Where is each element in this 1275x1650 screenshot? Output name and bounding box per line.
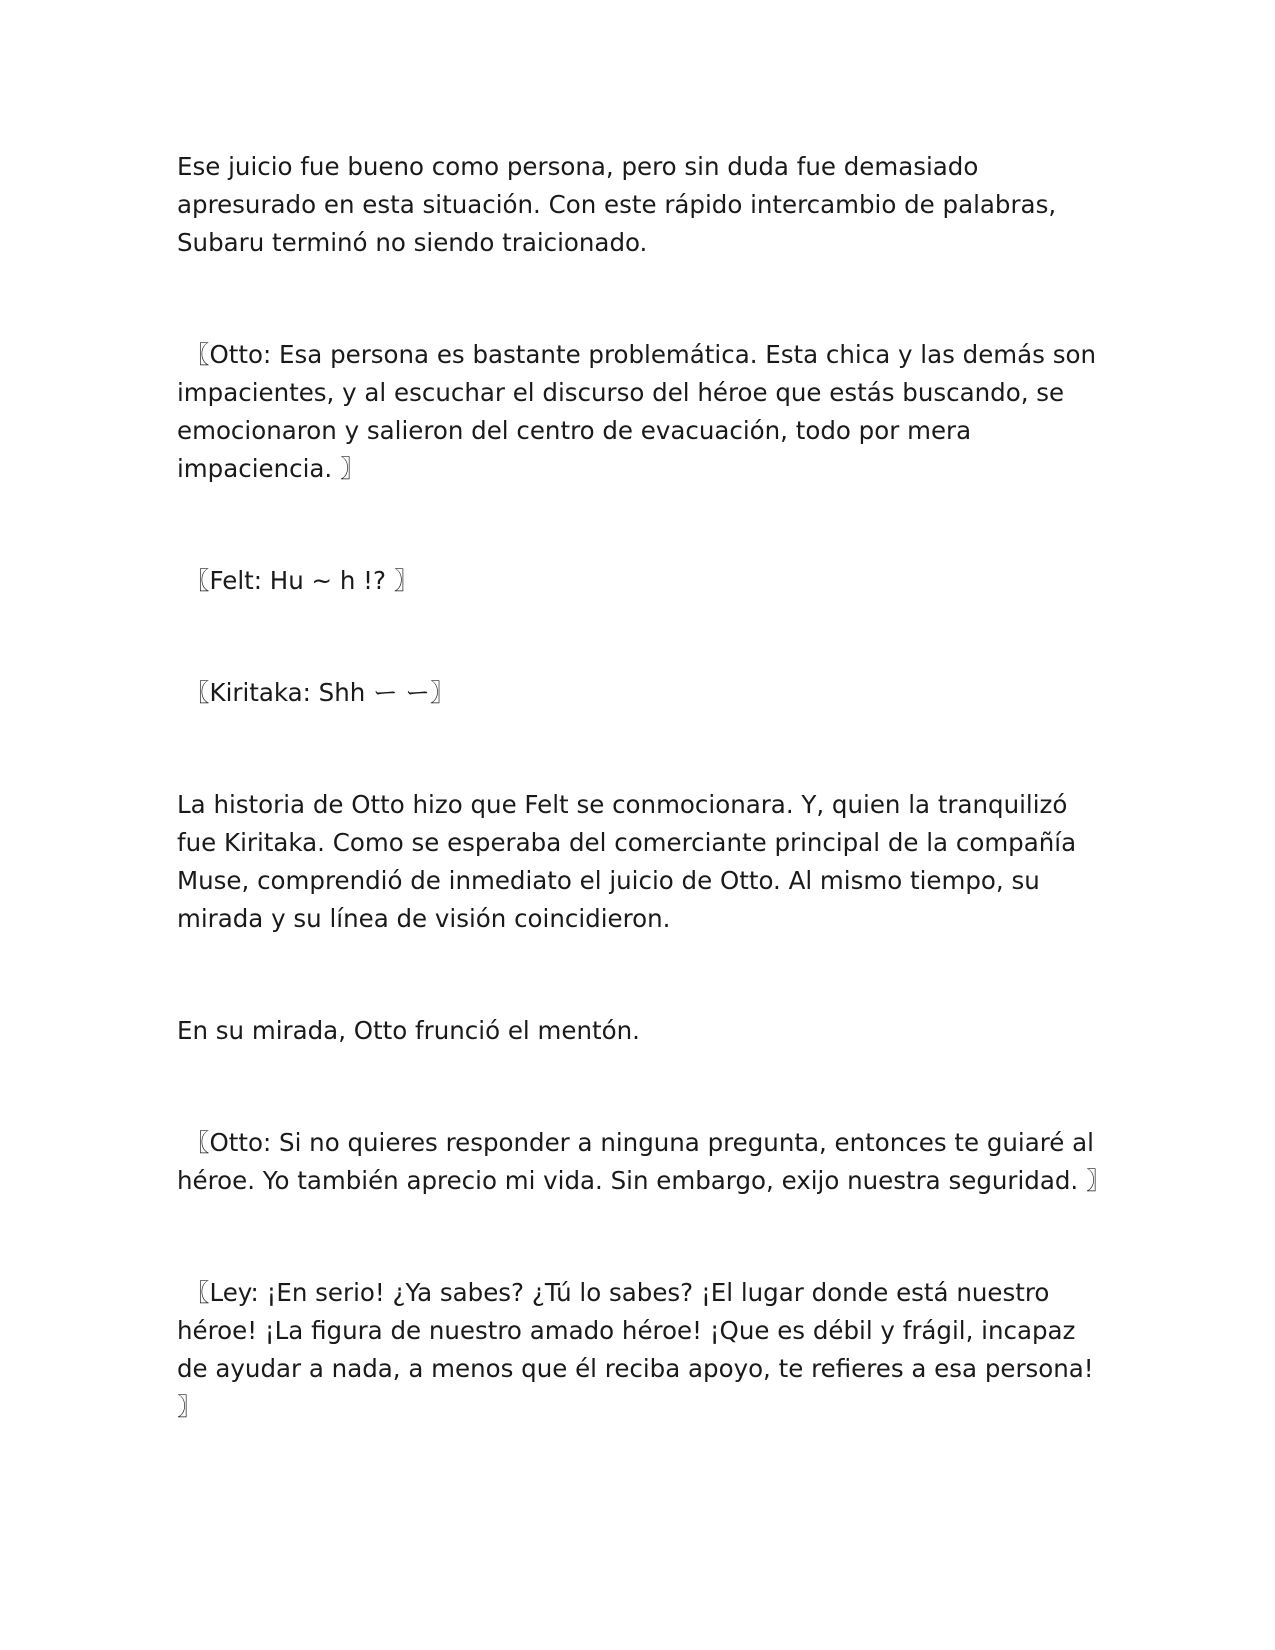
dialogue-felt: 〖Felt: Hu ~ h !? 〗: [185, 566, 419, 595]
narration-paragraph: En su mirada, Otto frunció el mentón.: [177, 1016, 640, 1045]
dialogue-kiritaka: 〖Kiritaka: Shh ー ー〗: [185, 678, 455, 707]
narration-paragraph: Ese juicio fue bueno como persona, pero sin duda fue demasiado apresurado en esta situación. Con este rápido intercambio de palabras, Subaru terminó no siendo traicionado.: [177, 152, 1057, 257]
document-body: [177, 148, 1111, 1426]
narration-paragraph: La historia de Otto hizo que Felt se conmocionara. Y, quien la tranquilizó fue Kiritaka. Como se esperaba del comerciante principal de la compañía Muse, comprendió de inmediato el juicio de Otto. Al mismo tiempo, su mirada y su línea de visión coincidieron.: [177, 790, 1077, 933]
dialogue-otto: 〖Otto: Esa persona es bastante problemática. Esta chica y las demás son impacientes, y al escuchar el discurso del héroe que estás buscando, se emocionaron y salieron del centro de evacuación, todo por mera impaciencia. 〗: [177, 340, 1097, 483]
dialogue-ley: 〖Ley: ¡En serio! ¿Ya sabes? ¿Tú lo sabes? ¡El lugar donde está nuestro héroe! ¡La figura de nuestro amado héroe! ¡Que es débil y frágil, incapaz de ayudar a nada, a menos que él reciba apoyo, te refieres a esa persona! 〗: [177, 1278, 1094, 1421]
dialogue-otto: 〖Otto: Si no quieres responder a ninguna pregunta, entonces te guiaré al héroe. Yo también aprecio mi vida. Sin embargo, exijo nuestra seguridad. 〗: [177, 1128, 1111, 1195]
